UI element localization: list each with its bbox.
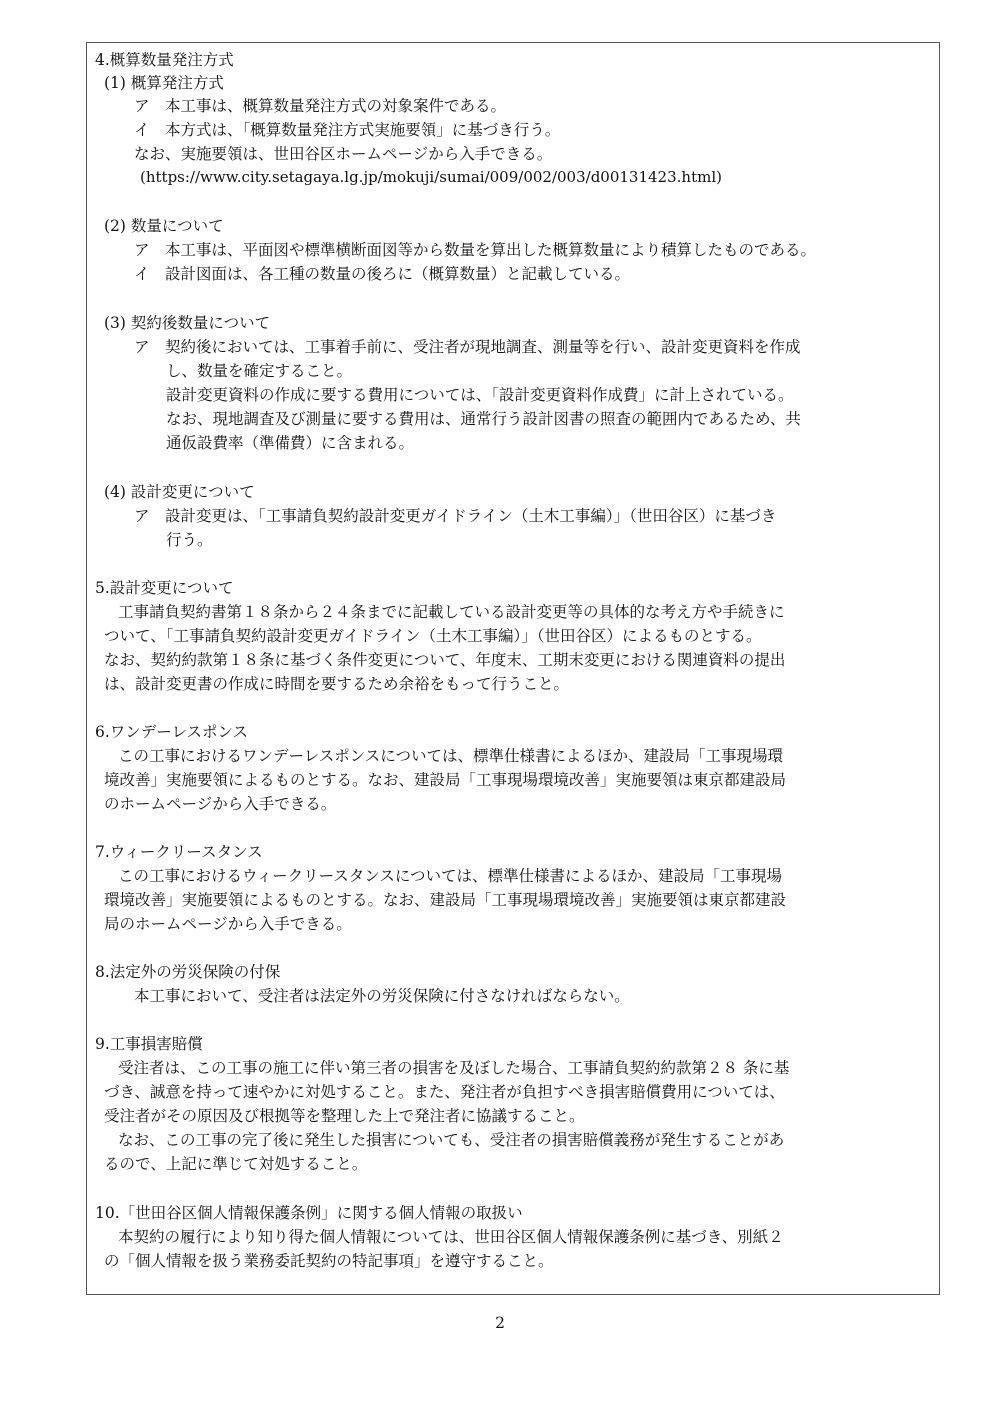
- text-line: 環境改善」実施要領によるものとする。なお、建設局「工事現場環境改善」実施要領は東京都建設: [104, 891, 787, 909]
- text-line: なお、現地調査及び測量に要する費用は、通常行う設計図書の照査の範囲内であるため、共: [166, 410, 801, 428]
- text-line: ついて、「工事請負契約設計変更ガイドライン（土木工事編）」（世田谷区）によるものとする。: [104, 627, 762, 645]
- heading-9: 9.工事損害賠償: [95, 1035, 203, 1053]
- text-line: ア 設計変更は、「工事請負契約設計変更ガイドライン（土木工事編）」（世田谷区）に基づき: [134, 507, 777, 525]
- heading-4: 4.概算数量発注方式: [95, 51, 234, 69]
- text-line: 工事請負契約書第１８条から２４条までに記載している設計変更等の具体的な考え方や手続きに: [118, 603, 785, 621]
- page-number: 2: [495, 1314, 505, 1332]
- subheading-4-3: (3) 契約後数量について: [104, 314, 271, 332]
- heading-5: 5.設計変更について: [95, 579, 234, 597]
- text-line: 行う。: [166, 531, 213, 549]
- text-line: は、設計変更書の作成に時間を要するため余裕をもって行うこと。: [104, 675, 570, 693]
- text-line: し、数量を確定すること。: [166, 362, 353, 380]
- text-line: イ 設計図面は、各工種の数量の後ろに（概算数量）と記載している。: [134, 265, 631, 283]
- text-line: 本契約の履行により知り得た個人情報については、世田谷区個人情報保護条例に基づき、別紙２: [118, 1228, 784, 1246]
- text-line: 設計変更資料の作成に要する費用については、「設計変更資料作成費」に計上されている。: [166, 386, 794, 404]
- subheading-4-4: (4) 設計変更について: [104, 483, 255, 501]
- heading-10: 10.「世田谷区個人情報保護条例」に関する個人情報の取扱い: [95, 1204, 523, 1222]
- subheading-4-1: (1) 概算発注方式: [104, 74, 224, 92]
- text-line: なお、実施要領は、世田谷区ホームページから入手できる。: [134, 145, 553, 163]
- url-text: (https://www.city.setagaya.lg.jp/mokuji/sumai/009/002/003/d00131423.html): [140, 168, 722, 186]
- heading-8: 8.法定外の労災保険の付保: [95, 963, 281, 981]
- heading-7: 7.ウィークリースタンス: [95, 843, 263, 861]
- text-line: 受注者がその原因及び根拠等を整理した上で発注者に協議すること。: [104, 1107, 585, 1125]
- text-line: 通仮設費率（準備費）に含まれる。: [166, 434, 415, 452]
- text-line: づき、誠意を持って速やかに対処すること。また、発注者が負担すべき損害賠償費用については、: [104, 1083, 785, 1101]
- text-line: ア 本工事は、平面図や標準横断面図等から数量を算出した概算数量により積算したものである。: [134, 241, 817, 259]
- text-line: イ 本方式は、「概算数量発注方式実施要領」に基づき行う。: [134, 121, 561, 139]
- text-line: なお、この工事の完了後に発生した損害についても、受注者の損害賠償義務が発生することがあ: [118, 1131, 785, 1149]
- text-line: ア 契約後においては、工事着手前に、受注者が現地調査、測量等を行い、設計変更資料を作成: [134, 338, 801, 356]
- text-line: 境改善」実施要領によるものとする。なお、建設局「工事現場環境改善」実施要領は東京都建設局: [104, 771, 787, 789]
- text-line: 受注者は、この工事の施工に伴い第三者の損害を及ぼした場合、工事請負契約約款第２８ 条に基: [118, 1059, 790, 1077]
- text-line: この工事におけるウィークリースタンスについては、標準仕様書によるほか、建設局「工事現場: [118, 867, 783, 885]
- text-line: のホームページから入手できる。: [104, 795, 337, 813]
- text-line: なお、契約約款第１８条に基づく条件変更について、年度末、工期末変更における関連資料の提出: [104, 651, 786, 669]
- text-line: 本工事において、受注者は法定外の労災保険に付さなければならない。: [134, 987, 630, 1005]
- text-line: 局のホームページから入手できる。: [104, 915, 352, 933]
- heading-6: 6.ワンデーレスポンス: [95, 723, 249, 741]
- subheading-4-2: (2) 数量について: [104, 217, 224, 235]
- text-line: ア 本工事は、概算数量発注方式の対象案件である。: [134, 97, 507, 115]
- text-line: るので、上記に準じて対処すること。: [104, 1155, 368, 1173]
- text-line: の「個人情報を扱う業務委託契約の特記事項」を遵守すること。: [104, 1252, 554, 1270]
- text-line: この工事におけるワンデーレスポンスについては、標準仕様書によるほか、建設局「工事現場環: [118, 747, 783, 765]
